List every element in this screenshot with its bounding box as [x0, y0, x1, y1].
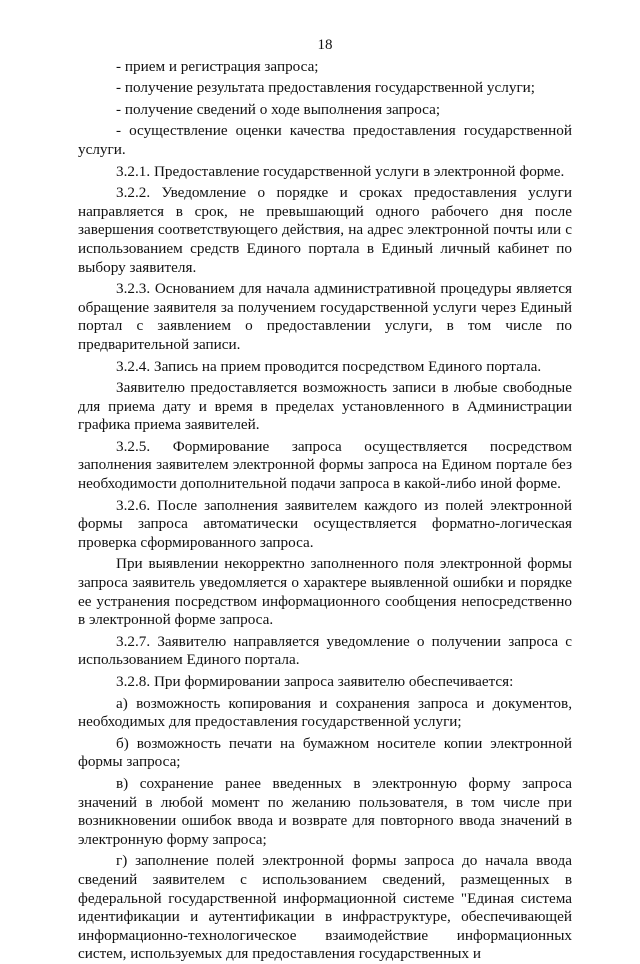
paragraph-3-2-5: 3.2.5. Формирование запроса осуществляется посредством заполнения заявителем электронной формы запроса на Едином портале без необходимости дополнительной подачи запроса в какой-либо иной форме.	[78, 437, 572, 493]
list-item-b: б) возможность печати на бумажном носителе копии электронной формы запроса;	[78, 734, 572, 771]
paragraph-error-detection: При выявлении некорректно заполненного поля электронной формы запроса заявитель уведомляется о характере выявленной ошибки и порядке ее устранения посредством информационного сообщения непосредственно в электронной форме запроса.	[78, 555, 572, 629]
paragraph-3-2-7: 3.2.7. Заявителю направляется уведомление о получении запроса с использованием Единого портала.	[78, 632, 572, 669]
list-item-v: в) сохранение ранее введенных в электронную форму запроса значений в любой момент по желанию пользователя, в том числе при возникновении ошибок ввода и возврате для повторного ввода значений в электронную форму запроса;	[78, 774, 572, 848]
paragraph-3-2-4: 3.2.4. Запись на прием проводится посредством Единого портала.	[116, 357, 542, 375]
bullet-item-result: - получение результата предоставления государственной услуги;	[116, 79, 536, 97]
bullet-item-progress: - получение сведений о ходе выполнения запроса;	[116, 100, 441, 118]
bullet-item-reception: - прием и регистрация запроса;	[116, 57, 319, 75]
paragraph-appointment: Заявителю предоставляется возможность записи в любые свободные для приема дату и время в пределах установленного в Администрации графика приема заявителей.	[78, 379, 572, 434]
paragraph-3-2-1: 3.2.1. Предоставление государственной услуги в электронной форме.	[116, 162, 565, 180]
list-item-a: а) возможность копирования и сохранения запроса и документов, необходимых для предоставления государственной услуги;	[78, 694, 572, 731]
page-number: 18	[317, 37, 333, 53]
list-item-g: г) заполнение полей электронной формы запроса до начала ввода сведений заявителем с использованием сведений, размещенных в федеральной государственной информационной системе "Единая система идентификации и аутентификации в инфраструктуре, обеспечивающей информационно-технологическое взаимодействие информационных систем, используемых для предоставления государственных и	[78, 852, 572, 963]
bullet-item-quality: - осуществление оценки качества предоставления государственной услуги.	[78, 122, 572, 158]
paragraph-3-2-8: 3.2.8. При формировании запроса заявителю обеспечивается:	[116, 673, 514, 690]
paragraph-3-2-6: 3.2.6. После заполнения заявителем каждого из полей электронной формы запроса автоматически осуществляется форматно-логическая проверка сформированного запроса.	[78, 496, 572, 551]
paragraph-3-2-3: 3.2.3. Основанием для начала административной процедуры является обращение заявителя за получением государственной услуги через Единый портал с заявлением о предоставлении услуги, в том числе по предварительной записи.	[78, 280, 572, 353]
paragraph-3-2-2: 3.2.2. Уведомление о порядке и сроках предоставления услуги направляется в срок, не превышающий одного рабочего дня после завершения соответствующего действия, на адрес электронной почты или с использованием средств Единого портала в Единый личный кабинет по выбору заявителя.	[78, 184, 572, 276]
